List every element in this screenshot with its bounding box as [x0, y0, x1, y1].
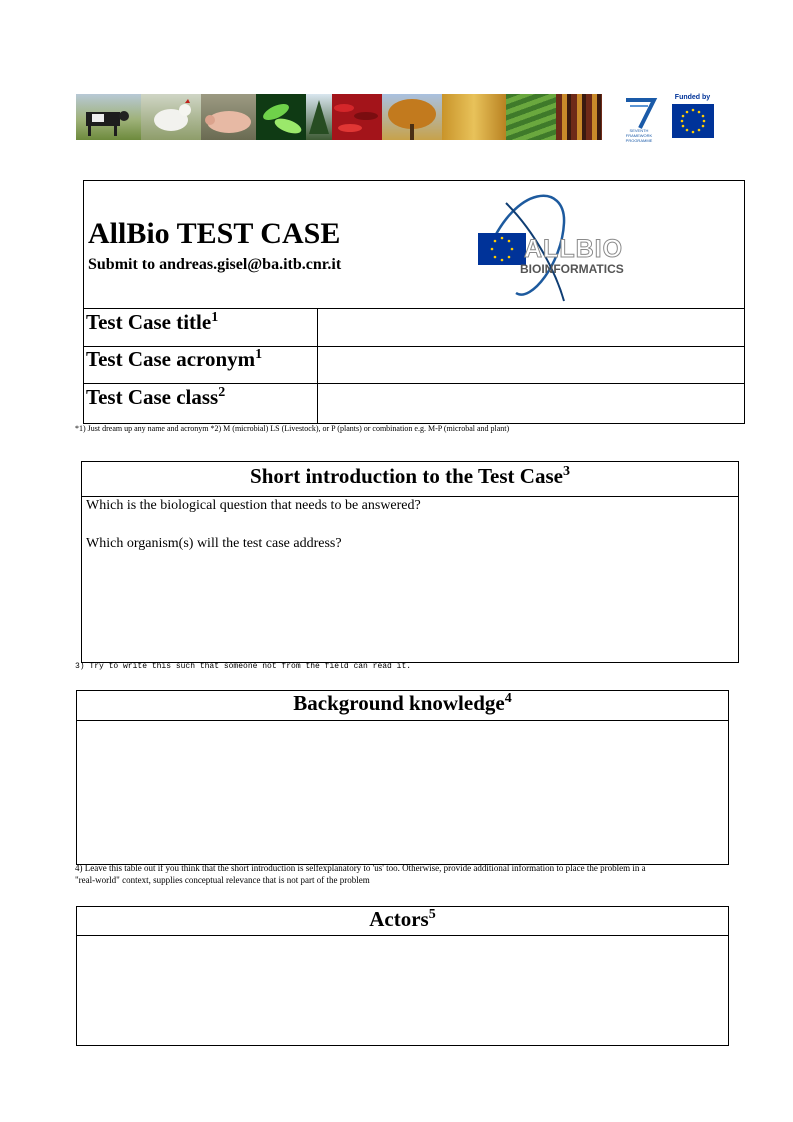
- eu-funded-logo: [662, 94, 717, 140]
- logo-text: ALLBIO: [524, 235, 624, 263]
- page-title: AllBio TEST CASE: [88, 217, 341, 250]
- background-footnote-line2: "real-world" context, supplies conceptual relevance that is not part of the problem: [75, 875, 370, 885]
- test-case-class-label: Test Case class$^2$: [86, 385, 226, 409]
- submit-instruction: Submit to andreas.gisel@ba.itb.cnr.it: [88, 256, 342, 273]
- test-case-acronym-label: Test Case acronym$^1$: [86, 347, 263, 371]
- form-row-class: [83, 383, 745, 424]
- form-row-acronym: [83, 346, 745, 384]
- peppers-photo: [332, 94, 382, 140]
- background-body-box[interactable]: [76, 720, 729, 865]
- form-divider: [317, 347, 318, 383]
- pig-photo: [201, 94, 256, 140]
- fp7-label: SEVENTH FRAMEWORK PROGRAMME: [625, 128, 653, 143]
- intro-heading: Short introduction to the Test Case$^3$: [250, 464, 570, 488]
- intro-body-box[interactable]: [81, 496, 739, 663]
- background-footnote-line1: 4) Leave this table out if you think that the short introduction is selfexplanatory to 'us' too. Otherwise, provide additional information to place the problem in a: [75, 863, 646, 873]
- banner-strip: [76, 94, 717, 143]
- logo-subtext: BIOINFORMATICS: [520, 262, 624, 276]
- funded-by-label: Funded by: [674, 94, 711, 101]
- crops-photo: [506, 94, 556, 140]
- test-case-title-field[interactable]: [319, 309, 744, 346]
- form-row-title: [83, 308, 745, 347]
- test-case-acronym-field[interactable]: [319, 347, 744, 383]
- header-box: [83, 180, 745, 309]
- actors-heading: Actors$^5$: [369, 907, 436, 931]
- organism-prompt: Which organism(s) will the test case address?: [86, 536, 342, 551]
- actors-heading-box: [76, 906, 729, 936]
- test-case-title-label: Test Case title$^1$: [86, 310, 219, 334]
- tree-photo: [382, 94, 442, 140]
- eu-flag-icon: [672, 104, 714, 138]
- form-divider: [317, 309, 318, 346]
- cow-photo: [76, 94, 141, 140]
- chicken-photo: [141, 94, 201, 140]
- fp7-logo: [618, 94, 660, 143]
- actors-body-box[interactable]: [76, 935, 729, 1046]
- form-footnote: *1) Just dream up any name and acronym *2) M (microbial) LS (Livestock), or P (plants) or combination e.g. M-P (microbal and plant): [75, 424, 510, 433]
- intro-heading-box: [81, 461, 739, 497]
- biological-question-prompt: Which is the biological question that needs to be answered?: [86, 498, 421, 513]
- forest-photo: [306, 94, 332, 140]
- background-heading-box: [76, 690, 729, 721]
- corn-photo: [556, 94, 602, 140]
- background-heading: Background knowledge$^4$: [293, 691, 512, 715]
- allbio-logo: [476, 193, 646, 305]
- intro-footnote: 3) Try to write this such that someone not from the field can read it.: [75, 662, 412, 671]
- wheat-photo: [442, 94, 506, 140]
- form-divider: [317, 384, 318, 423]
- bacteria-photo: [256, 94, 306, 140]
- test-case-class-field[interactable]: [319, 384, 744, 423]
